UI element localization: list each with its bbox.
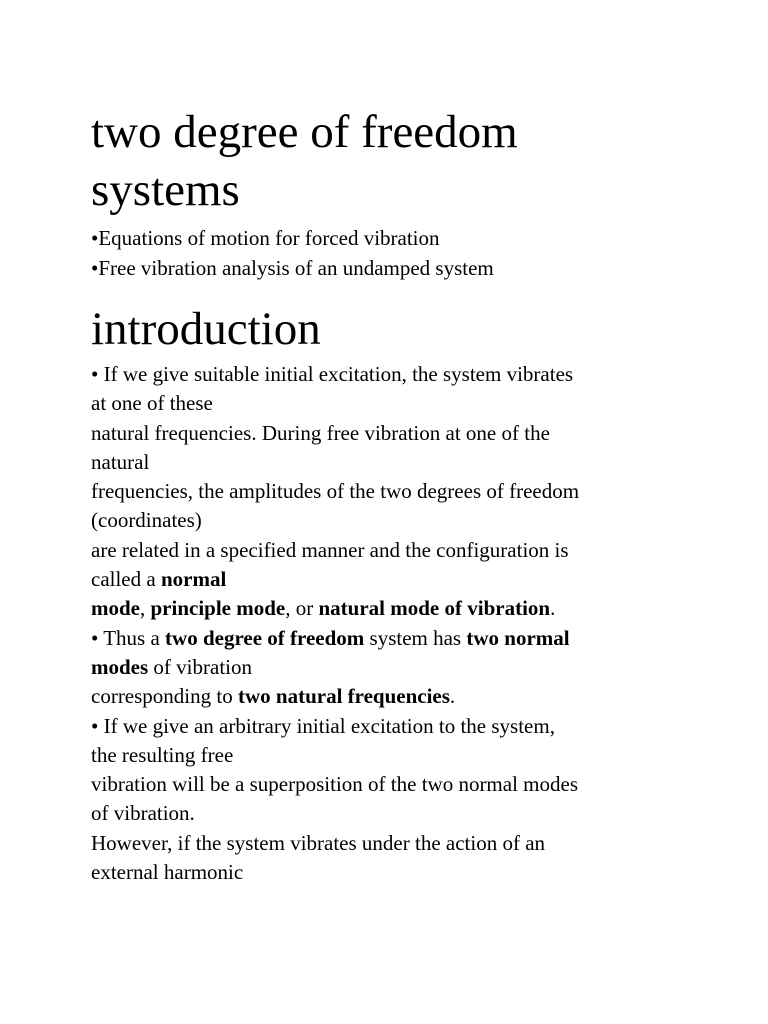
bold-term: normal [160, 567, 227, 592]
bold-term: two degree of freedom [165, 625, 365, 650]
text-line [91, 653, 691, 682]
bold-term: natural mode of vibration [318, 596, 551, 621]
page-content [91, 103, 691, 887]
page-title [91, 103, 691, 219]
text-line: frequencies, the amplitudes of the two degrees of freedom [91, 479, 580, 504]
text-run: called a [91, 567, 161, 592]
text-line: (coordinates) [91, 508, 202, 533]
text-line: However, if the system vibrates under the action of an [91, 830, 546, 855]
introduction-text [91, 360, 691, 887]
bold-term: principle mode [150, 596, 286, 621]
bold-term: two natural frequencies [237, 684, 450, 709]
text-line: • If we give an arbitrary initial excitation to the system, [91, 713, 555, 738]
text-run: . [550, 596, 556, 621]
text-line: of vibration. [91, 801, 195, 826]
title-line: systems [91, 164, 240, 216]
bold-term: two normal [466, 625, 570, 650]
text-line: the resulting free [91, 742, 234, 767]
text-run: of vibration [148, 654, 252, 679]
text-run: corresponding to [91, 684, 238, 709]
bold-term: modes [91, 654, 149, 679]
text-run: • Thus a [91, 625, 166, 650]
text-run: system has [364, 625, 467, 650]
text-run: , [140, 596, 151, 621]
text-line [91, 682, 691, 711]
topic-item: •Free vibration analysis of an undamped system [91, 256, 494, 280]
bold-term: mode [91, 596, 140, 621]
text-run: , or [285, 596, 319, 621]
text-line: at one of these [91, 391, 213, 416]
title-line: two degree of freedom [91, 106, 518, 158]
topic-item: •Equations of motion for forced vibration [91, 226, 440, 250]
text-line [91, 624, 691, 653]
text-line [91, 565, 691, 594]
text-line: natural frequencies. During free vibration at one of the [91, 420, 550, 445]
text-line: vibration will be a superposition of the two normal modes [91, 772, 578, 797]
text-line: • If we give suitable initial excitation, the system vibrates [91, 362, 574, 386]
text-line: natural [91, 449, 150, 474]
text-line: are related in a specified manner and the configuration is [91, 537, 569, 562]
section-heading: introduction [91, 303, 321, 355]
text-run: . [449, 684, 456, 709]
topic-list [91, 223, 691, 283]
text-line [91, 594, 691, 623]
text-line: external harmonic [91, 860, 244, 885]
